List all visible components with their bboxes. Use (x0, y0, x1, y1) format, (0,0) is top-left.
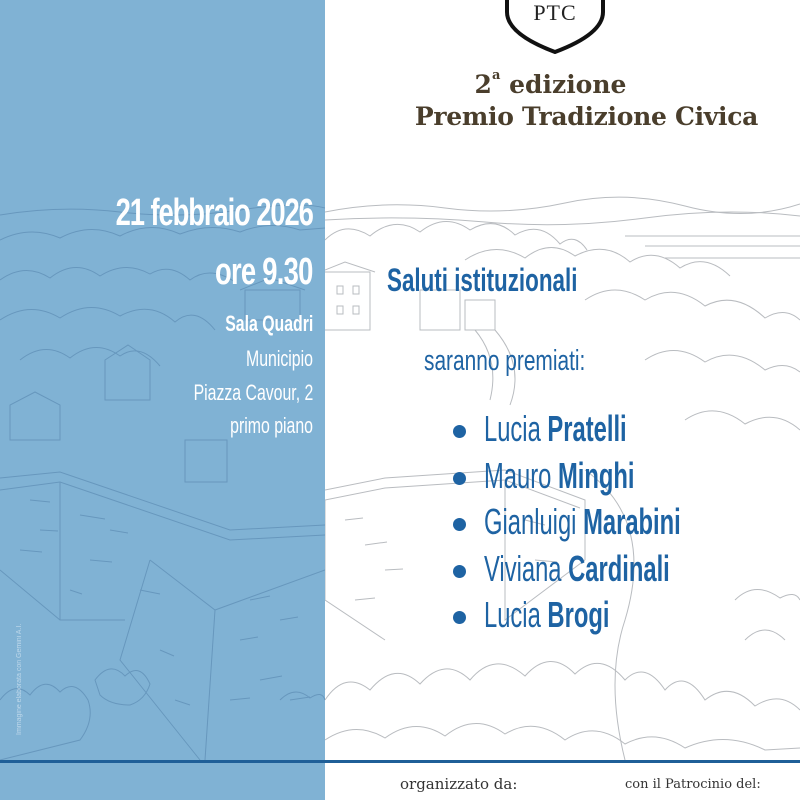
bullet-icon (453, 611, 466, 624)
venue-room: Sala Quadri (224, 311, 313, 336)
bullet-icon (453, 472, 466, 485)
awardee-first-name: Lucia (484, 408, 541, 449)
venue-address: Piazza Cavour, 2 (193, 380, 313, 405)
awardee-name (484, 594, 609, 636)
awardee-first-name: Mauro (484, 454, 552, 496)
logo-initials: PTC (533, 0, 577, 25)
edition-number: 2 (474, 70, 492, 99)
awardee-last-name: Cardinali (568, 547, 670, 589)
bullet-icon (453, 565, 466, 578)
awardee-first-name: Gianluigi (484, 501, 577, 542)
footer-blue-strip (0, 763, 325, 800)
awardee-name (484, 501, 681, 543)
awardee-name (484, 548, 670, 590)
awardee-first-name: Viviana (484, 547, 562, 589)
awardee-last-name: Marabini (583, 501, 681, 542)
awardee-last-name: Brogi (547, 594, 610, 635)
awardee-name (484, 408, 627, 450)
organized-by-label: organizzato da: (400, 775, 518, 793)
awardees-intro: saranno premiati: (424, 345, 586, 377)
venue-building: Municipio (246, 346, 313, 371)
awardee-last-name: Minghi (557, 454, 635, 496)
image-credit: Immagine elaborata con Gemini A.I. (16, 623, 23, 735)
event-date: 21 febbraio 2026 (115, 192, 313, 234)
bullet-icon (453, 518, 466, 531)
greetings-heading: Saluti istituzionali (387, 262, 578, 298)
venue-floor: primo piano (230, 413, 313, 438)
awardee-first-name: Lucia (484, 594, 541, 635)
patronage-label: con il Patrocinio del: (625, 777, 761, 792)
prize-title: Premio Tradizione Civica (414, 102, 759, 131)
awardee-last-name: Pratelli (547, 408, 627, 449)
bullet-icon (453, 425, 466, 438)
edition-heading (313, 70, 788, 99)
edition-label: edizione (509, 70, 627, 99)
event-time: ore 9.30 (215, 251, 313, 293)
awardee-name (484, 455, 635, 497)
edition-ordinal-suffix: a (491, 68, 501, 83)
